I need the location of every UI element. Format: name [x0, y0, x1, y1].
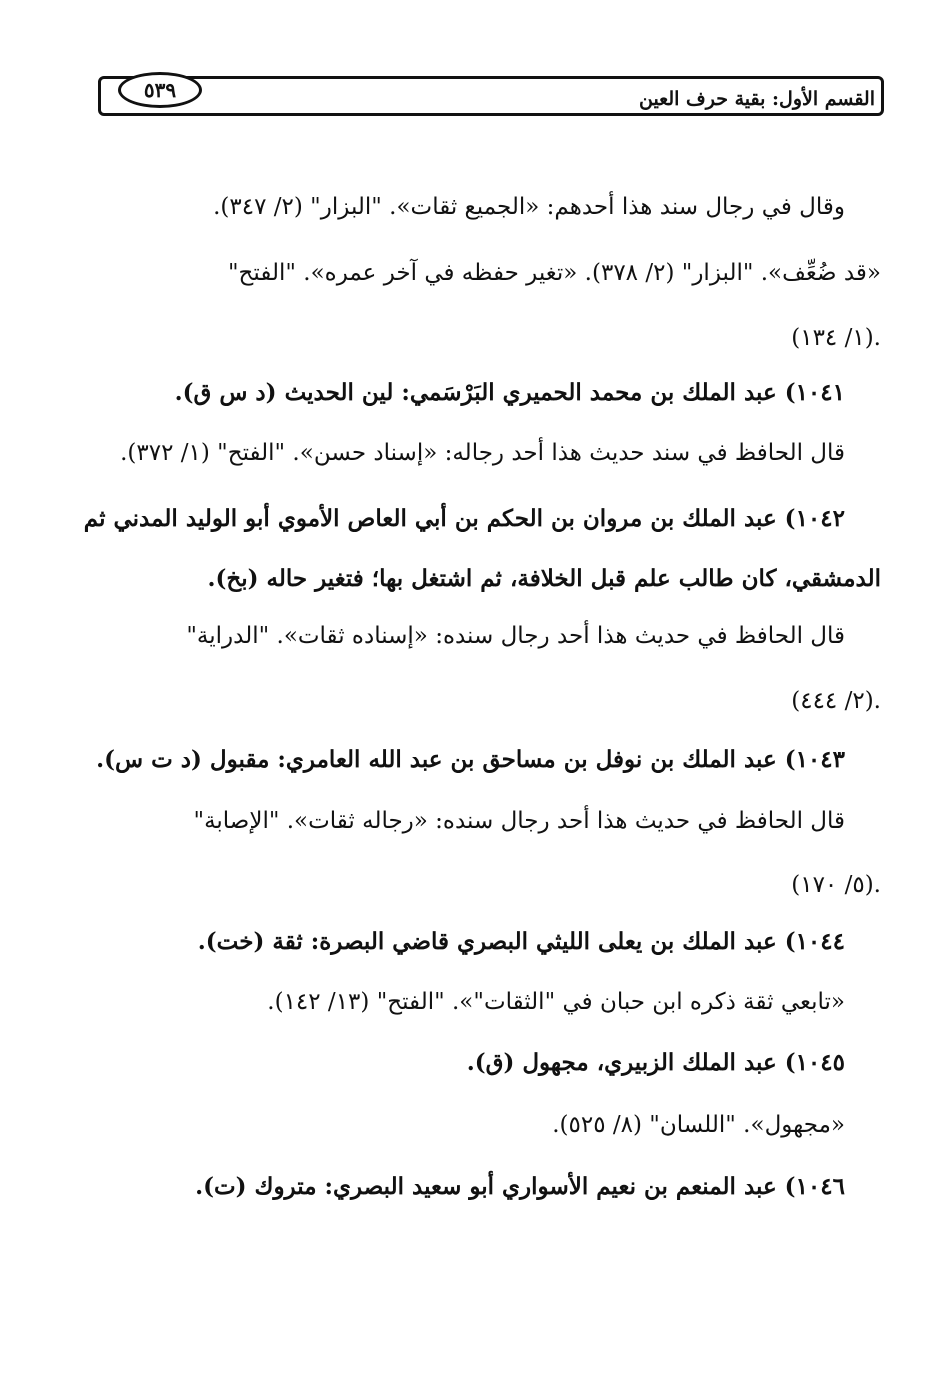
text-line-3: (١/ ١٣٤). [791, 325, 881, 351]
entry-1041: ١٠٤١) عبد الملك بن محمد الحميري البَرْسَمي: لين الحديث (د س ق). [174, 379, 845, 406]
text-line-11: قال الحافظ في حديث هذا أحد رجال سنده: «رجاله ثقات». "الإصابة" [193, 808, 845, 834]
text-line-8: قال الحافظ في حديث هذا أحد رجال سنده: «إسناده ثقات». "الدراية" [186, 623, 845, 649]
text-line-5: قال الحافظ في سند حديث هذا أحد رجاله: «إسناد حسن». "الفتح" (١/ ٣٧٢). [120, 440, 845, 466]
text-line-9: (٢/ ٤٤٤). [791, 688, 881, 714]
entry-1043: ١٠٤٣) عبد الملك بن نوفل بن مساحق بن عبد الله العامري: مقبول (د ت س). [96, 746, 845, 773]
text-line-14: «تابعي ثقة ذكره ابن حبان في "الثقات"». "الفتح" (١٣/ ١٤٢). [267, 989, 845, 1015]
entry-1044: ١٠٤٤) عبد الملك بن يعلى الليثي البصري قاضي البصرة: ثقة (خت). [197, 928, 845, 955]
entry-1042-continued: الدمشقي، كان طالب علم قبل الخلافة، ثم اشتغل بها؛ فتغير حاله (بخ). [207, 565, 881, 592]
text-line-16: «مجهول». "اللسان" (٨/ ٥٢٥). [552, 1112, 845, 1138]
entry-1042: ١٠٤٢) عبد الملك بن مروان بن الحكم بن أبي العاص الأموي أبو الوليد المدني ثم [83, 505, 845, 532]
text-line-2: «قد ضُعِّف». "البزار" (٢/ ٣٧٨). «تغير حفظه في آخر عمره». "الفتح" [227, 260, 881, 286]
page-number: ٥٣٩ [118, 72, 202, 108]
entry-1046: ١٠٤٦) عبد المنعم بن نعيم الأسواري أبو سعيد البصري: متروك (ت). [195, 1173, 845, 1200]
text-line-1: وقال في رجال سند هذا أحدهم: «الجميع ثقات». "البزار" (٢/ ٣٤٧). [213, 194, 845, 220]
entry-1045: ١٠٤٥) عبد الملك الزبيري، مجهول (ق). [466, 1049, 845, 1076]
text-line-12: (٥/ ١٧٠). [791, 872, 881, 898]
running-header-title: القسم الأول: بقية حرف العين [638, 88, 875, 110]
